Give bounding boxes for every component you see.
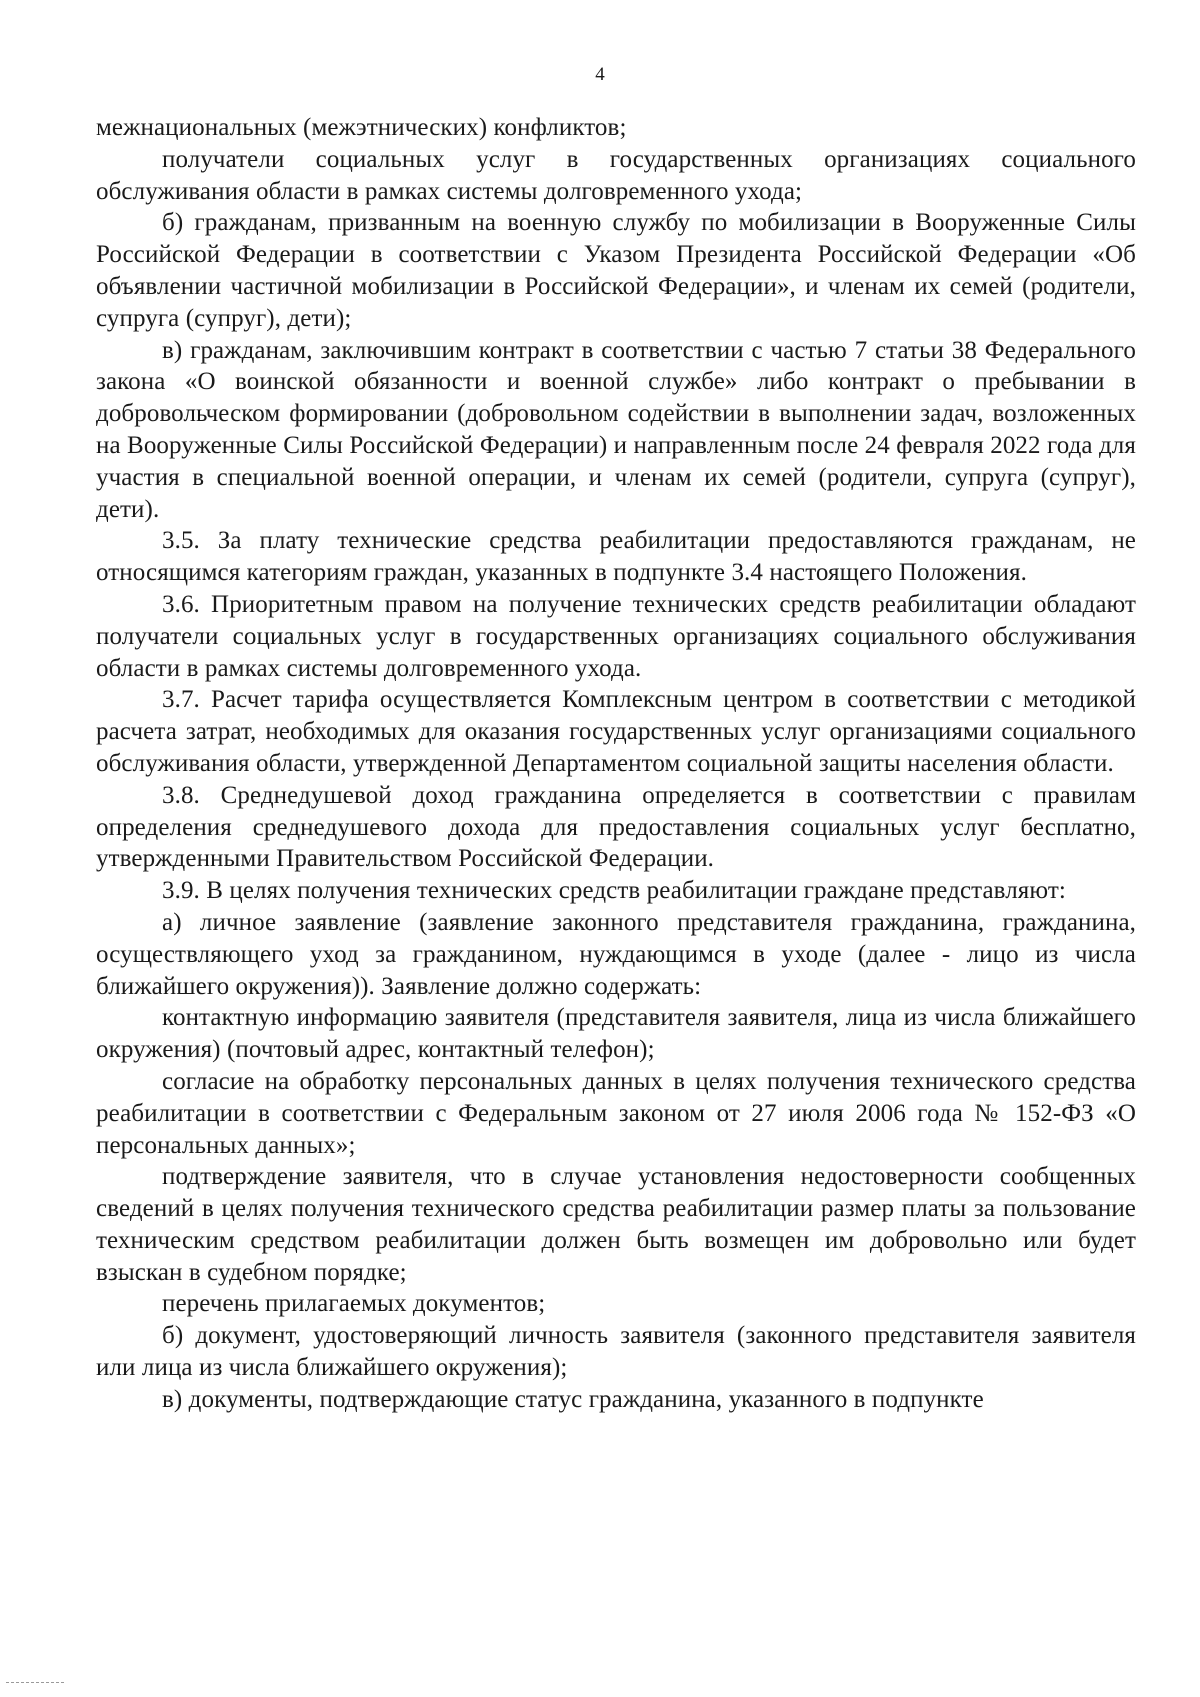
paragraph: 3.9. В целях получения технических средств реабилитации граждане представляют: <box>162 877 1066 905</box>
paragraph: б) гражданам, призванным на военную службу по мобилизации в Вооруженные Силы Российской Федерации в соответствии с Указом Президента Российской Федерации «Об объявлении частичной мобилизации в Российской Федерации», и членам их семей (родители, супруга (супруг), дети); <box>96 209 1136 332</box>
paragraph: согласие на обработку персональных данных в целях получения технического средства реабилитации в соответствии с Федеральным законом от 27 июля 2006 года № 152-ФЗ «О персональных данных»; <box>96 1067 1136 1159</box>
paragraph: в) гражданам, заключившим контракт в соответствии с частью 7 статьи 38 Федерального закона «О воинской обязанности и военной службе» либо контракт о пребывании в добровольческом формировании (добровольном содействии в выполнении задач, возложенных на Вооруженные Силы Российской Федерации) и направленным после 24 февраля 2022 года для участия в специальной военной операции, и членам их семей (родители, супруга (супруг), дети). <box>96 336 1136 523</box>
paragraph: в) документы, подтверждающие статус гражданина, указанного в подпункте <box>162 1385 984 1413</box>
paragraph: 3.6. Приоритетным правом на получение технических средств реабилитации обладают получатели социальных услуг в государственных организациях социального обслуживания области в рамках системы долговременного ухода. <box>96 590 1136 682</box>
paragraph: б) документ, удостоверяющий личность заявителя (законного представителя заявителя или лица из числа ближайшего окружения); <box>96 1322 1136 1382</box>
paragraph: межнациональных (межэтнических) конфликтов; <box>96 114 627 141</box>
paragraph: 3.7. Расчет тарифа осуществляется Комплексным центром в соответствии с методикой расчета затрат, необходимых для оказания государственных услуг организациями социального обслуживания области, утвержденной Департаментом социальной защиты населения области. <box>96 686 1136 777</box>
paragraph: 3.5. За плату технические средства реабилитации предоставляются гражданам, не относящимся категориям граждан, указанных в подпункте 3.4 настоящего Положения. <box>96 527 1136 587</box>
paragraph: перечень прилагаемых документов; <box>162 1290 546 1318</box>
paragraph: подтверждение заявителя, что в случае установления недостоверности сообщенных сведений в целях получения технического средства реабилитации размер платы за пользование техническим средством реабилитации должен быть возмещен им добровольно или будет взыскан в судебном порядке; <box>96 1163 1136 1286</box>
paragraph: контактную информацию заявителя (представителя заявителя, лица из числа ближайшего окружения) (почтовый адрес, контактный телефон); <box>96 1004 1136 1064</box>
paragraph: 3.8. Среднедушевой доход гражданина определяется в соответствии с правилам определения среднедушевого дохода для предоставления социальных услуг бесплатно, утвержденными Правительством Российской Федерации. <box>96 781 1136 873</box>
document-body <box>96 112 1136 1416</box>
page-number: 4 <box>595 64 605 85</box>
paragraph: получатели социальных услуг в государственных организациях социального обслуживания области в рамках системы долговременного ухода; <box>96 145 1136 205</box>
paragraph: а) личное заявление (заявление законного представителя гражданина, гражданина, осуществляющего уход за гражданином, нуждающимся в уходе (далее - лицо из числа ближайшего окружения)). Заявление должно содержать: <box>96 908 1136 1000</box>
scan-corner-mark <box>6 1682 64 1684</box>
